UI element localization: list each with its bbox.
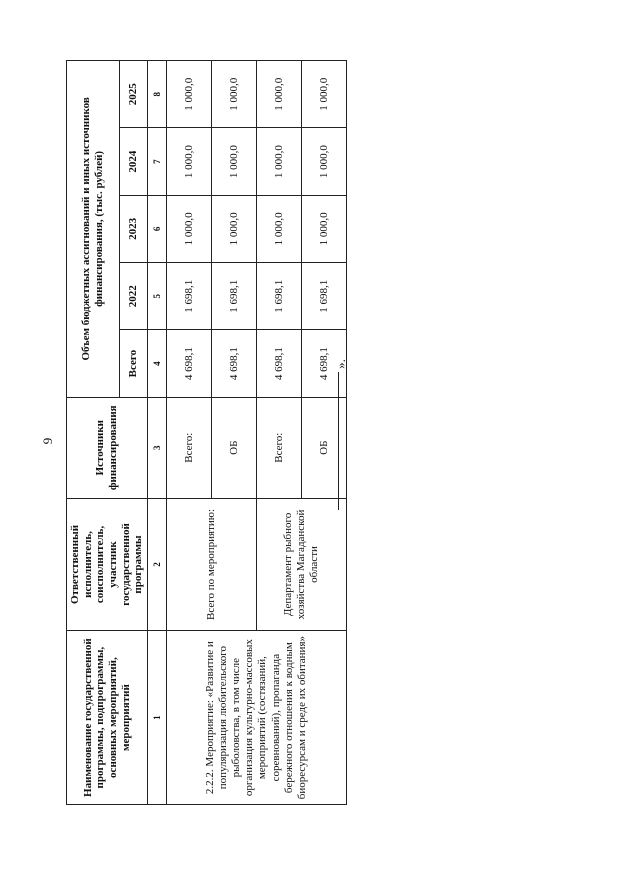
source-cell: Всего: bbox=[166, 397, 211, 498]
executor-cell: Всего по мероприятию: bbox=[166, 498, 256, 631]
header-year-2024: 2024 bbox=[120, 128, 148, 195]
rotated-table-container bbox=[66, 60, 330, 805]
value-2025: 1 000,0 bbox=[256, 61, 301, 128]
header-executor: Ответственный исполнитель, соисполнитель, участник государственной программы bbox=[67, 498, 148, 631]
header-funding-volume: Объем бюджетных ассигнований и иных источников финансирования, (тыс. рублей) bbox=[67, 61, 120, 398]
value-2022: 1 698,1 bbox=[211, 263, 256, 330]
column-number: 4 bbox=[147, 330, 166, 397]
header-total: Всего bbox=[120, 330, 148, 397]
executor-cell: Департамент рыбного хозяйства Магаданской области bbox=[256, 498, 346, 631]
column-number-row bbox=[147, 61, 166, 805]
closing-quote: ». bbox=[333, 359, 348, 369]
value-2024: 1 000,0 bbox=[166, 128, 211, 195]
header-year-2023: 2023 bbox=[120, 195, 148, 262]
column-number: 3 bbox=[147, 397, 166, 498]
column-number: 7 bbox=[147, 128, 166, 195]
value-2023: 1 000,0 bbox=[301, 195, 346, 262]
table-row bbox=[166, 61, 211, 805]
value-total: 4 698,1 bbox=[211, 330, 256, 397]
header-program-name: Наименование государственной программы, подпрограммы, основных мероприятий, мероприятий bbox=[67, 631, 148, 805]
header-year-2025: 2025 bbox=[120, 61, 148, 128]
header-funding-source: Источники финансирования bbox=[67, 397, 148, 498]
value-2022: 1 698,1 bbox=[256, 263, 301, 330]
value-2024: 1 000,0 bbox=[256, 128, 301, 195]
value-total: 4 698,1 bbox=[301, 330, 346, 397]
measure-name: 2.2.2. Мероприятие: «Развитие и популяризация любительского рыболовства, в том числе организация культурно-массовых мероприятий (состязаний, соревнований), пропаганда бережного отношения к водным биоресурсам и среде их обитания» bbox=[166, 631, 346, 805]
source-cell: ОБ bbox=[211, 397, 256, 498]
value-2022: 1 698,1 bbox=[166, 263, 211, 330]
column-number: 5 bbox=[147, 263, 166, 330]
value-2024: 1 000,0 bbox=[301, 128, 346, 195]
value-2025: 1 000,0 bbox=[211, 61, 256, 128]
value-total: 4 698,1 bbox=[166, 330, 211, 397]
value-2023: 1 000,0 bbox=[166, 195, 211, 262]
source-cell: Всего: bbox=[256, 397, 301, 498]
column-number: 2 bbox=[147, 498, 166, 631]
value-2025: 1 000,0 bbox=[301, 61, 346, 128]
page-number: 9 bbox=[40, 437, 55, 445]
budget-table bbox=[66, 60, 347, 805]
column-number: 6 bbox=[147, 195, 166, 262]
value-2024: 1 000,0 bbox=[211, 128, 256, 195]
value-2022: 1 698,1 bbox=[301, 263, 346, 330]
value-2025: 1 000,0 bbox=[166, 61, 211, 128]
column-number: 8 bbox=[147, 61, 166, 128]
value-2023: 1 000,0 bbox=[211, 195, 256, 262]
column-number: 1 bbox=[147, 631, 166, 805]
source-cell: ОБ bbox=[301, 397, 346, 498]
value-total: 4 698,1 bbox=[256, 330, 301, 397]
header-year-2022: 2022 bbox=[120, 263, 148, 330]
value-2023: 1 000,0 bbox=[256, 195, 301, 262]
separator-line bbox=[338, 372, 339, 510]
